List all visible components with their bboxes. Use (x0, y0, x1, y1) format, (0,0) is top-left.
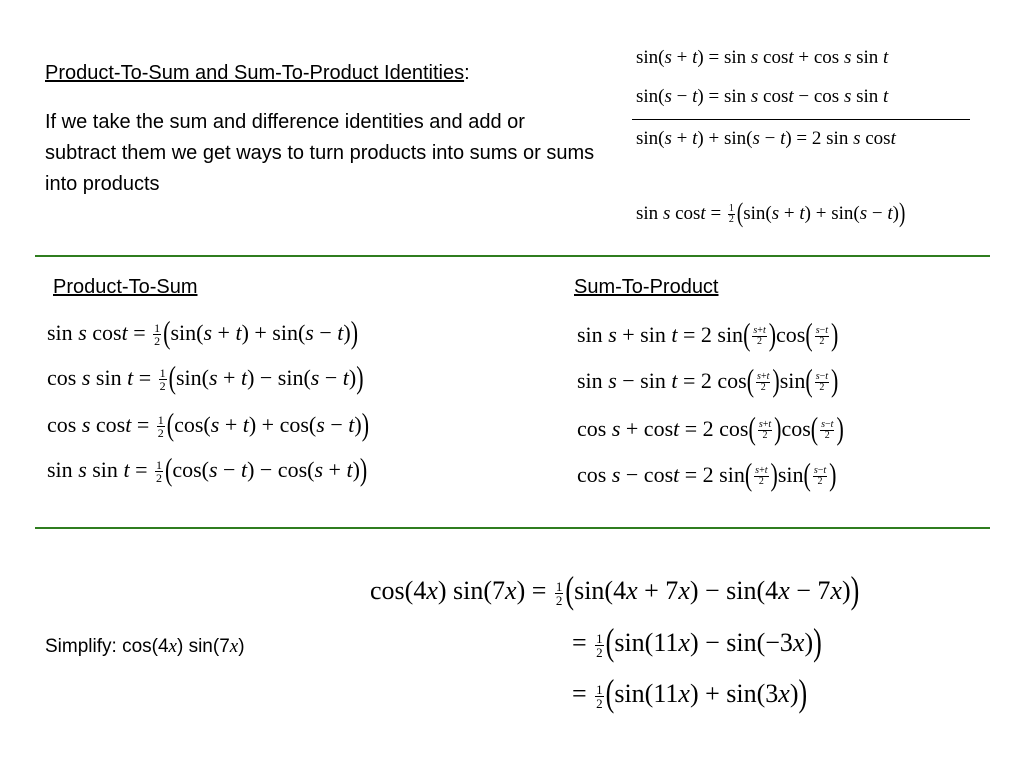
identity-sum-angle: sin(s + t) = sin s cost + cos s sin t (636, 47, 889, 68)
product-to-sum-heading: Product-To-Sum (53, 276, 198, 298)
divider-bottom (35, 527, 990, 529)
product-to-sum-line: sin s cost = $\frac{1}{2}$ (sin(s + t) + sin(s − t)) (47, 314, 359, 351)
sum-to-product-heading: Sum-To-Product (574, 276, 719, 298)
simplify-label: Simplify: cos(4x) sin(7x) (45, 636, 245, 657)
product-to-sum-line: sin s sin t = $\frac{1}{2}$ (cos(s − t) − cos(s + t)) (47, 451, 368, 488)
identity-difference-angle: sin(s − t) = sin s cost − cos s sin t (636, 86, 889, 107)
product-to-sum-line: cos s cost = $\frac{1}{2}$ (cos(s + t) + cos(s − t)) (47, 406, 370, 443)
simplify-step: cos(4x) sin(7x) = $\frac{1}{2}$ (sin(4x + 7x) − sin(4x − 7x)) (370, 569, 860, 612)
sum-rule-line (632, 119, 970, 120)
sum-to-product-line: cos s − cost = 2 sin( $\frac{s+t}{2}$ )sin( $\frac{s-t}{2}$ ) (577, 456, 837, 493)
simplify-step: = $\frac{1}{2}$ (sin(11x) − sin(−3x)) (572, 621, 822, 664)
identity-added: sin(s + t) + sin(s − t) = 2 sin s cost (636, 128, 896, 149)
divider-top (35, 255, 990, 257)
simplify-step: = $\frac{1}{2}$ (sin(11x) + sin(3x)) (572, 672, 808, 715)
identity-result: sin s cost = $\frac{1}{2}$ (sin(s + t) + sin(s − t)) (636, 198, 906, 229)
sum-to-product-line: sin s + sin t = 2 sin( $\frac{s+t}{2}$ )cos( $\frac{s-t}{2}$ ) (577, 316, 839, 353)
product-to-sum-line: cos s sin t = $\frac{1}{2}$ (sin(s + t) − sin(s − t)) (47, 359, 364, 396)
page-title: Product-To-Sum and Sum-To-Product Identities: (45, 62, 470, 84)
sum-to-product-line: sin s − sin t = 2 cos( $\frac{s+t}{2}$ )sin( $\frac{s-t}{2}$ ) (577, 362, 839, 399)
sum-to-product-line: cos s + cost = 2 cos( $\frac{s+t}{2}$ )cos( $\frac{s-t}{2}$ ) (577, 410, 844, 447)
intro-text: If we take the sum and difference identities and add or subtract them we get ways to turn products into sums or sums into products (45, 111, 595, 195)
